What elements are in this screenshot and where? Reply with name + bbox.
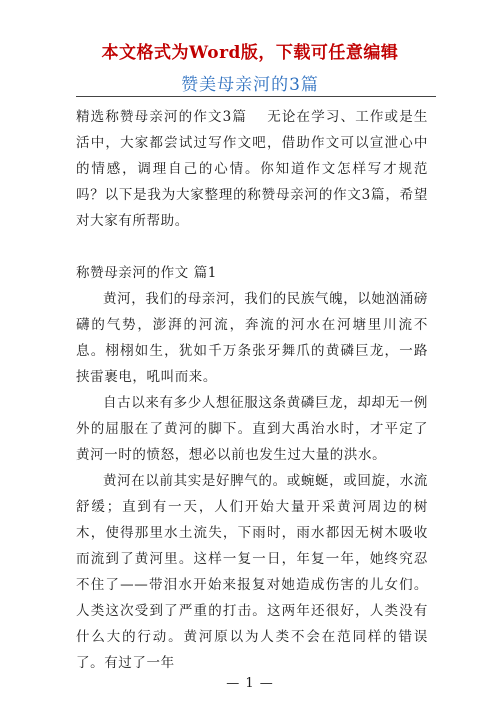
- format-banner: 本文格式为Word版，下载可任意编辑: [101, 43, 399, 63]
- body-paragraph: 自古以来有多少人想征服这条黄磷巨龙，却却无一例外的屈服在了黄河的脚下。直到大禹治水时，才平定了黄河一时的愤怒，想必以前也发生过大量的洪水。: [76, 395, 428, 463]
- intro-paragraph: 精选称赞母亲河的作文3篇 无论在学习、工作或是生活中，大家都尝试过写作文吧，借助作文可以宣泄心中的情感，调理自己的心情。你知道作文怎样写才规范吗？以下是我为大家整理的称赞母亲河的作文3篇，希望对大家有所帮助。: [76, 109, 428, 229]
- section-heading: 称赞母亲河的作文 篇1: [76, 265, 217, 281]
- document-body: [76, 104, 428, 676]
- title-divider: [76, 96, 436, 97]
- body-paragraph: 黄河，我们的母亲河，我们的民族气魄，以她汹涌磅礴的气势，澎湃的河流，奔流的河水在河塘里川流不息。栩栩如生，犹如千万条张牙舞爪的黄磷巨龙，一路挟雷裹电，吼叫而来。: [76, 291, 428, 385]
- page-number: — 1 —: [226, 676, 274, 691]
- body-paragraph: 黄河在以前其实是好脾气的。或蜿蜒，或回旋，水流舒缓；直到有一天，人们开始大量开采黄河周边的树木，使得那里水土流失，下雨时，雨水都因无树木吸收而流到了黄河里。这样一复一日，年复一年，她终究忍不住了——带泪水开始来报复对她造成伤害的儿女们。人类这次受到了严重的打击。这两年还很好，人类没有什么大的行动。黄河原以为人类不会在范同样的错误了。有过了一年: [76, 473, 428, 671]
- document-title: 赞美母亲河的3篇: [181, 75, 319, 95]
